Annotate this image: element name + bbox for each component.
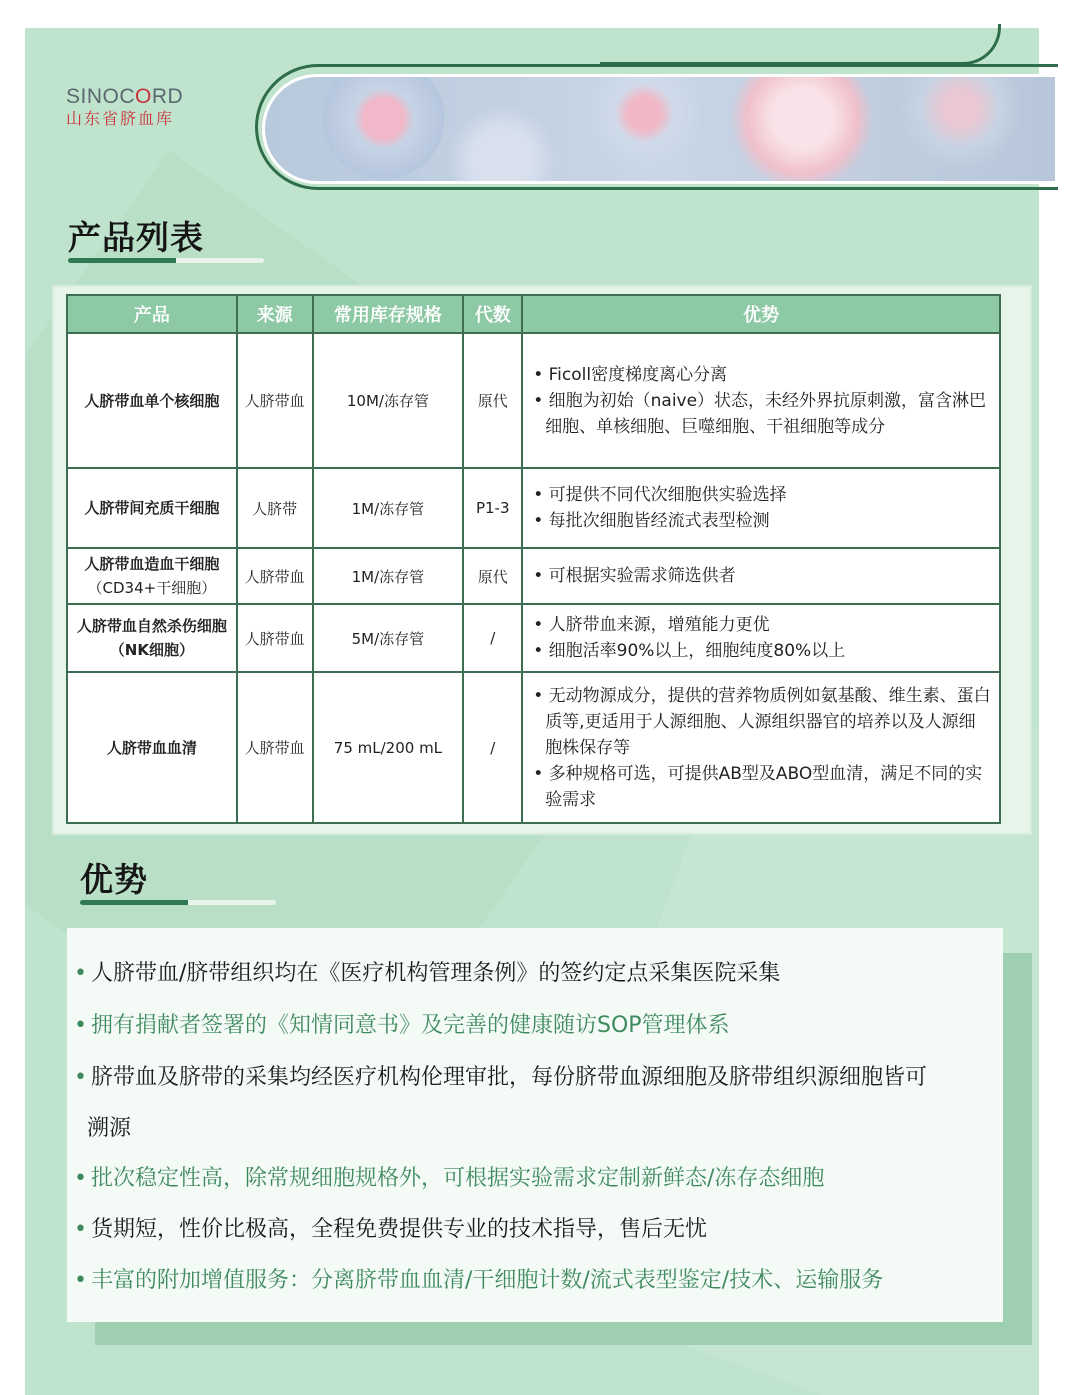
product-source: 人脐带血	[237, 604, 313, 672]
product-spec: 75 mL/200 mL	[313, 672, 464, 823]
advantages-title: 优势	[80, 860, 148, 899]
product-name: 人脐带血单个核细胞	[67, 333, 237, 468]
product-spec: 10M/冻存管	[313, 333, 464, 468]
header-generation: 代数	[463, 295, 522, 333]
product-advantages: • 可根据实验需求筛选供者	[522, 548, 1000, 604]
header-source: 来源	[237, 295, 313, 333]
header-spec: 常用库存规格	[313, 295, 464, 333]
header-product: 产品	[67, 295, 237, 333]
table-row	[67, 604, 1000, 672]
product-advantages: • 人脐带血来源，增殖能力更优 • 细胞活率90%以上，细胞纯度80%以上	[522, 604, 1000, 672]
advantage-item: • 人脐带血/脐带组织均在《医疗机构管理条例》的签约定点采集医院采集	[74, 961, 781, 986]
product-name: 人脐带血造血干细胞 （CD34+干细胞）	[67, 548, 237, 604]
header-advantages: 优势	[522, 295, 1000, 333]
product-source: 人脐带血	[237, 333, 313, 468]
table-row	[67, 468, 1000, 548]
table-header-row	[67, 295, 1000, 333]
product-generation: /	[463, 672, 522, 823]
product-generation: 原代	[463, 333, 522, 468]
product-generation: 原代	[463, 548, 522, 604]
advantage-item: • 货期短，性价比极高，全程免费提供专业的技术指导，售后无忧	[74, 1217, 707, 1242]
product-spec: 1M/冻存管	[313, 548, 464, 604]
banner-decoration	[600, 24, 1001, 65]
advantage-item: • 批次稳定性高，除常规细胞规格外，可根据实验需求定制新鲜态/冻存态细胞	[74, 1166, 825, 1191]
sinocord-logo: SINOCORD 山东省脐血库	[66, 85, 184, 128]
product-generation: /	[463, 604, 522, 672]
advantage-item: • 拥有捐献者签署的《知情同意书》及完善的健康随访SOP管理体系	[74, 1013, 730, 1038]
title-underline	[68, 258, 264, 263]
product-advantages: • 可提供不同代次细胞供实验选择 • 每批次细胞皆经流式表型检测	[522, 468, 1000, 548]
product-spec: 1M/冻存管	[313, 468, 464, 548]
table-row	[67, 672, 1000, 823]
product-source: 人脐带血	[237, 672, 313, 823]
table-row	[67, 548, 1000, 604]
product-name: 人脐带血血清	[67, 672, 237, 823]
table-row	[67, 333, 1000, 468]
product-source: 人脐带血	[237, 548, 313, 604]
product-list-title: 产品列表	[68, 218, 204, 257]
advantage-item: • 脐带血及脐带的采集均经医疗机构伦理审批，每份脐带血源细胞及脐带组织源细胞皆可	[74, 1065, 927, 1090]
product-generation: P1-3	[463, 468, 522, 548]
product-name: 人脐带间充质干细胞	[67, 468, 237, 548]
product-advantages: • 无动物源成分，提供的营养物质例如氨基酸、维生素、蛋白质等,更适用于人源细胞、人源组织器官的培养以及人源细胞株保存等 • 多种规格可选，可提供AB型及ABO型血清，满足不同的实验需求	[522, 672, 1000, 823]
logo-chinese-name: 山东省脐血库	[66, 109, 175, 128]
product-table	[66, 294, 1001, 824]
product-advantages: • Ficoll密度梯度离心分离 • 细胞为初始（naive）状态，未经外界抗原刺激，富含淋巴细胞、单核细胞、巨噬细胞、干祖细胞等成分	[522, 333, 1000, 468]
advantage-item-continued: 溯源	[87, 1116, 132, 1141]
product-source: 人脐带	[237, 468, 313, 548]
title-underline	[80, 900, 276, 905]
product-name: 人脐带血自然杀伤细胞 （NK细胞）	[67, 604, 237, 672]
cell-banner-image	[262, 74, 1055, 184]
advantage-item: • 丰富的附加增值服务：分离脐带血血清/干细胞计数/流式表型鉴定/技术、运输服务	[74, 1268, 884, 1293]
product-spec: 5M/冻存管	[313, 604, 464, 672]
